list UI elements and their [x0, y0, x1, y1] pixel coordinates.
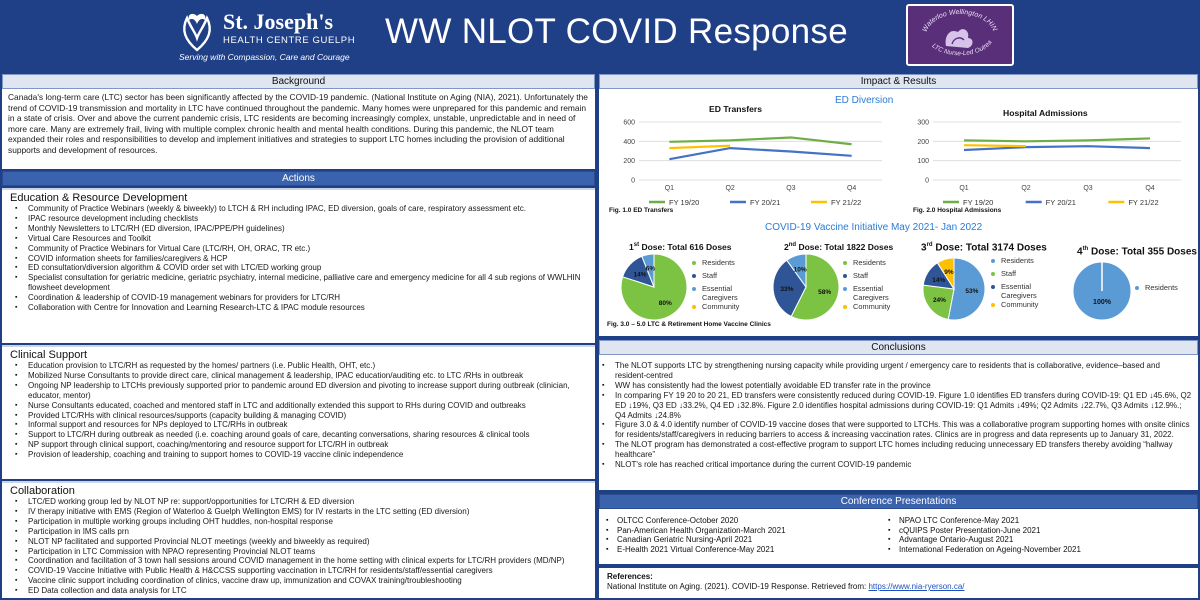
impact-heading: Impact & Results	[599, 74, 1198, 89]
list-item: ▪ Collaboration with Centre for Innovation and Learning Research-LTC & IPAC module resources	[12, 303, 589, 313]
list-item: ▪ WW has consistently had the lowest potentially avoidable ED transfer rate in the province	[599, 381, 1192, 391]
pie-title-dose-1: 1st Dose: Total 616 Doses	[629, 242, 732, 252]
y-tick-label: 200	[623, 158, 635, 166]
list-item: ▪ NLOT's role has reached critical importance during the current COVID-19 pandemic	[599, 460, 1192, 470]
list-item: ▪ NLOT NP facilitated and supported Provincial NLOT meetings (weekly and biweekly as required)	[12, 537, 589, 547]
collaboration-title: Collaboration	[10, 485, 75, 497]
fig2-caption: Fig. 2.0 Hospital Admissions	[913, 207, 1002, 214]
list-item: ▪ Provided LTC/RHs with clinical resources/supports (capacity building & managing COVID)	[12, 411, 589, 421]
legend-item: Residents	[843, 258, 903, 267]
y-tick-label: 600	[623, 119, 635, 127]
pie-slice-label: 10%	[793, 266, 807, 274]
nlot-logo-arc-text: Waterloo Wellington LHIN	[921, 8, 998, 34]
conferences-left-list	[603, 516, 786, 554]
list-item: ▪ Coordination and facilitation of 3 town hall sessions around COVID management in the home setting with clinical experts for LTC/RH providers (MD/NP)	[12, 556, 589, 566]
legend-label: FY 20/21	[750, 198, 781, 207]
legend-item: Community	[692, 302, 752, 311]
legend-dot	[692, 261, 696, 265]
conferences-right-list	[885, 516, 1081, 554]
references-text: National Institute on Aging. (2021). COVID-19 Response. Retrieved from: https://www.nia-ryerson.ca/	[607, 582, 965, 591]
x-tick-label: Q3	[1083, 185, 1093, 192]
references-panel	[599, 568, 1198, 598]
background-heading: Background	[2, 74, 595, 89]
list-item: ▪ Figure 3.0 & 4.0 identify number of COVID-19 vaccine doses that were supported to LTCHs. This was a collaborative program supporting homes with onsite clinics for residents/staff/caregivers in reducing barriers to access & increasing vaccination rates. Clinics are in progress and data represents up to January 31, 2022.	[599, 420, 1192, 440]
impact-panel	[599, 74, 1198, 336]
legend-dot	[991, 285, 995, 289]
legend-dot	[843, 274, 847, 278]
pie-slice-label: 100%	[1093, 299, 1111, 307]
legend-dot	[991, 303, 995, 307]
list-item: ▪ Education provision to LTC/RH as requested by the homes/ partners (i.e. Public Health, OHT, etc.)	[12, 361, 589, 371]
list-item: ▪ COVID-19 Vaccine Initiative with Public Health & H&CCSS supporting vaccination in LTC/RH for residents/staff/essential caregivers	[12, 566, 589, 576]
series-line	[964, 146, 1150, 150]
pie-legend-dose-1	[692, 258, 752, 311]
y-tick-label: 200	[917, 138, 929, 146]
legend-dot	[692, 287, 696, 291]
y-tick-label: 100	[917, 158, 929, 166]
list-item: ▪ Mobilized Nurse Consultants to provide direct care, clinical management & leadership, IPAC education/auditing etc. to LTC /RHs in outbreak	[12, 371, 589, 381]
list-item: ▪ Provision of leadership, coaching and training to support homes to COVID-19 vaccine clinic independence	[12, 450, 589, 460]
pie-dose-3	[921, 256, 987, 322]
conferences-panel	[599, 494, 1198, 564]
series-line	[964, 145, 1026, 146]
pie-legend-dose-3	[991, 256, 1051, 309]
list-item: ▪ Virtual Care Resources and Toolkit	[12, 234, 589, 244]
y-tick-label: 0	[631, 177, 635, 185]
nlot-logo	[906, 4, 1014, 66]
education-list	[2, 204, 595, 315]
x-tick-label: Q3	[786, 185, 796, 192]
education-section	[2, 188, 595, 343]
x-tick-label: Q2	[725, 185, 735, 192]
list-item: ▪ Community of Practice Webinars for Virtual Care (LTC/RH, OH, ORAC, TR etc.)	[12, 244, 589, 254]
list-item: ▪ The NLOT program has demonstrated a cost-effective program to support LTC homes including reducing unnecessary ED transfers thereby avoiding “hallway healthcare”	[599, 440, 1192, 460]
pie-title-dose-4: 4th Dose: Total 355 Doses	[1077, 246, 1197, 258]
list-item: ▪ Ongoing NP leadership to LTCHs previously supported prior to pandemic around ED diversion and pivoting to increase support during outbreak (clinician, educator, mentor)	[12, 381, 589, 401]
legend-item: Staff	[843, 271, 903, 280]
org-sub: HEALTH CENTRE GUELPH	[223, 35, 356, 46]
pie-slice-label: 6%	[645, 265, 656, 273]
list-item: ▪ IV therapy initiative with EMS (Region of Waterloo & Guelph Wellington EMS) for IV restarts in the LTC setting (ED diversion)	[12, 507, 589, 517]
st-josephs-logo	[175, 8, 365, 64]
dove-leaf-icon	[175, 10, 219, 52]
list-item: ▪ IPAC resource development including checklists	[12, 214, 589, 224]
header	[0, 0, 1200, 70]
list-item: ▪ ED consultation/diversion algorithm & COVID order set with LTC/ED working group	[12, 263, 589, 273]
legend-dot	[991, 272, 995, 276]
list-item: ▪ LTC/ED working group led by NLOT NP re: support/opportunities for LTC/RH & ED diversion	[12, 497, 589, 507]
chart-title-hospital-admissions: Hospital Admissions	[1003, 108, 1088, 118]
org-tagline: Serving with Compassion, Care and Courage	[179, 52, 350, 62]
pie-slice-label: 33%	[780, 285, 794, 293]
legend-item: Residents	[991, 256, 1051, 265]
legend-item: Residents	[1135, 283, 1178, 292]
pie-slice-label: 53%	[965, 288, 979, 296]
list-item: ▪ Nurse Consultants educated, coached and mentored staff in LTC and additionally extended this support to RHs during COVID and outbreaks	[12, 401, 589, 411]
list-item: ▪ Canadian Geriatric Nursing-April 2021	[603, 535, 786, 545]
education-title: Education & Resource Development	[10, 192, 188, 204]
list-item: ▪ Participation in LTC Commission with NPAO representing Provincial NLOT teams	[12, 547, 589, 557]
x-tick-label: Q4	[1145, 185, 1155, 192]
background-text: Canada's long-term care (LTC) sector has been significantly affected by the COVID-19 pandemic. (National Institute on Aging (NIA), 2021). Unfortunately the trend of COVID-19 transmission and mortality in LTC have continued throughout the pandemic. Many homes were unprepared for this pandemic and remain in a state of crisis. Over and above the current pandemic crisis, LTC residents are becoming increasingly complex, unstable, unpredictable and in need of more care. Many are extremely frail, living with multiple complex chronic health and mental health conditions. During this pandemic, the NLOT team expanded their roles and responsibilities to develop and implement initiatives and strategies to support LTC homes including the provision of additional supports and development of resources.	[8, 92, 588, 155]
y-tick-label: 300	[917, 119, 929, 127]
page-title: WW NLOT COVID Response	[385, 12, 849, 51]
y-tick-label: 400	[623, 138, 635, 146]
pie-legend-dose-2	[843, 258, 903, 311]
vaccine-heading: COVID-19 Vaccine Initiative May 2021- Jan 2022	[765, 222, 983, 233]
pie-slice-label: 58%	[818, 288, 832, 296]
conclusions-list	[599, 355, 1198, 470]
legend-label: FY 20/21	[1045, 198, 1076, 207]
list-item: ▪ Monthly Newsletters to LTC/RH (ED diversion, IPAC/PPE/PH guidelines)	[12, 224, 589, 234]
pie-title-dose-2: 2nd Dose: Total 1822 Doses	[784, 242, 894, 252]
background-panel	[2, 74, 595, 169]
legend-item: Essential Caregivers	[692, 284, 752, 302]
y-tick-label: 0	[925, 177, 929, 185]
legend-dot	[692, 305, 696, 309]
series-line	[669, 146, 730, 148]
conferences-heading: Conference Presentations	[599, 494, 1198, 509]
list-item: ▪ International Federation on Ageing-November 2021	[885, 545, 1081, 555]
list-item: ▪ Participation in IMS calls prn	[12, 527, 589, 537]
legend-dot	[1135, 286, 1139, 290]
pie-slice-label: 14%	[633, 271, 647, 279]
legend-label: FY 19/20	[963, 198, 994, 207]
legend-item: Staff	[692, 271, 752, 280]
pie-slice-label: 80%	[658, 299, 672, 307]
svg-text:Waterloo Wellington LHIN	[922, 9, 999, 33]
legend-dot	[843, 261, 847, 265]
conclusions-panel	[599, 340, 1198, 490]
conclusions-heading: Conclusions	[599, 340, 1198, 355]
series-line	[669, 137, 851, 144]
reference-link[interactable]: https://www.nia-ryerson.ca/	[868, 582, 965, 591]
actions-heading: Actions	[2, 171, 595, 186]
pie-slice-label: 14%	[932, 276, 946, 284]
list-item: ▪ Community of Practice Webinars (weekly & biweekly) to LTCH & RH including IPAC, ED diversion, goals of care, respiratory assessment etc.	[12, 204, 589, 214]
chart-title-ed-transfers: ED Transfers	[709, 104, 763, 114]
legend-item: Residents	[692, 258, 752, 267]
legend-dot	[843, 287, 847, 291]
x-tick-label: Q1	[664, 185, 675, 192]
fig1-caption: Fig. 1.0 ED Transfers	[609, 207, 674, 214]
list-item: ▪ Pan-American Health Organization-March 2021	[603, 526, 786, 536]
list-item: ▪ Advantage Ontario-August 2021	[885, 535, 1081, 545]
clinical-title: Clinical Support	[10, 349, 88, 361]
legend-item: Community	[991, 300, 1051, 309]
series-line	[669, 148, 851, 159]
actions-panel	[2, 171, 595, 598]
list-item: ▪ NP support through clinical support, coaching/mentoring and resource support for LTC/RH in outbreak	[12, 440, 589, 450]
nlot-logo-bottom-text: LTC Nurse-Led Outrea	[930, 39, 994, 58]
legend-label: FY 19/20	[669, 198, 700, 207]
org-name: St. Joseph's	[223, 9, 334, 34]
list-item: ▪ Coordination & leadership of COVID-19 management webinars for providers for LTC/RH	[12, 293, 589, 303]
list-item: ▪ The NLOT supports LTC by strengthening nursing capacity while providing urgent / emergency care to residents that is collaborative, evidence–based and resident-centred	[599, 361, 1192, 381]
legend-dot	[692, 274, 696, 278]
hands-icon	[946, 29, 973, 48]
clinical-list	[2, 361, 595, 462]
list-item: ▪ In comparing FY 19 20 to 20 21, ED transfers were consistently reduced during COVID-19. Figure 1.0 identifies ED transfers during COVID-19: Q1 ED ↓45.6%, Q2 ED ↓19%, Q3 ED ↓33.2%, Q4 ED ↓32.8%. Figure 2.0 identifies hospital admissions during COVID-19: Q1 Admits ↓49%; Q2 Admits ↓22.7%, Q3 Admits ↓12.9%.; Q4 Admits ↓24.8%	[599, 391, 1192, 421]
fig3-caption: Fig. 3.0 – 5.0 LTC & Retirement Home Vaccine Clinics	[607, 321, 771, 328]
legend-dot	[991, 259, 995, 263]
collaboration-section	[2, 481, 595, 598]
list-item: ▪ Informal support and resources for NPs deployed to LTC/RHs in outbreak	[12, 420, 589, 430]
list-item: ▪ COVID information sheets for families/caregivers & HCP	[12, 254, 589, 264]
collaboration-list	[2, 497, 595, 598]
list-item: ▪ Specialist consultation for geriatric medicine, geriatric psychiatry, internal medicine, palliative care and emergency medicine for all 4 sub regions of WWLHIN flowsheet development	[12, 273, 589, 293]
pie-dose-4	[1071, 260, 1133, 322]
legend-item: Essential Caregivers	[843, 284, 903, 302]
legend-item: Staff	[991, 269, 1051, 278]
pie-slice-label: 24%	[932, 297, 946, 305]
list-item: ▪ NPAO LTC Conference-May 2021	[885, 516, 1081, 526]
series-line	[964, 138, 1150, 141]
pie-dose-1	[619, 252, 689, 322]
list-item: ▪ cQUIPS Poster Presentation-June 2021	[885, 526, 1081, 536]
legend-label: FY 21/22	[831, 198, 862, 207]
legend-item: Community	[843, 302, 903, 311]
pie-dose-2	[771, 252, 841, 322]
ed-diversion-heading: ED Diversion	[835, 95, 894, 106]
hospital-admissions-chart	[901, 116, 1191, 208]
legend-label: FY 21/22	[1128, 198, 1159, 207]
list-item: ▪ ED Data collection and data analysis for LTC	[12, 586, 589, 596]
legend-dot	[843, 305, 847, 309]
clinical-section	[2, 345, 595, 479]
pie-slice-label: 9%	[944, 269, 954, 277]
x-tick-label: Q2	[1021, 185, 1031, 192]
x-tick-label: Q1	[959, 185, 969, 192]
list-item: ▪ Support to LTC/RH during outbreak as needed (i.e. coaching around goals of care, decanting conversations, sharing resources & clinical tools	[12, 430, 589, 440]
list-item: ▪ E-Health 2021 Virtual Conference-May 2021	[603, 545, 786, 555]
list-item: ▪ Vaccine clinic support including coordination of clinics, vaccine draw up, immunization and COVAX training/troubleshooting	[12, 576, 589, 586]
list-item: ▪ Participation in multiple working groups including OHT huddles, non-hospital response	[12, 517, 589, 527]
references-label: References:	[607, 572, 653, 581]
legend-item: Essential Caregivers	[991, 282, 1051, 300]
list-item: ▪ OLTCC Conference-October 2020	[603, 516, 786, 526]
ed-transfers-chart	[607, 116, 892, 208]
pie-legend-dose-4	[1135, 283, 1178, 292]
pie-title-dose-3: 3rd Dose: Total 3174 Doses	[921, 242, 1047, 254]
x-tick-label: Q4	[846, 185, 857, 192]
